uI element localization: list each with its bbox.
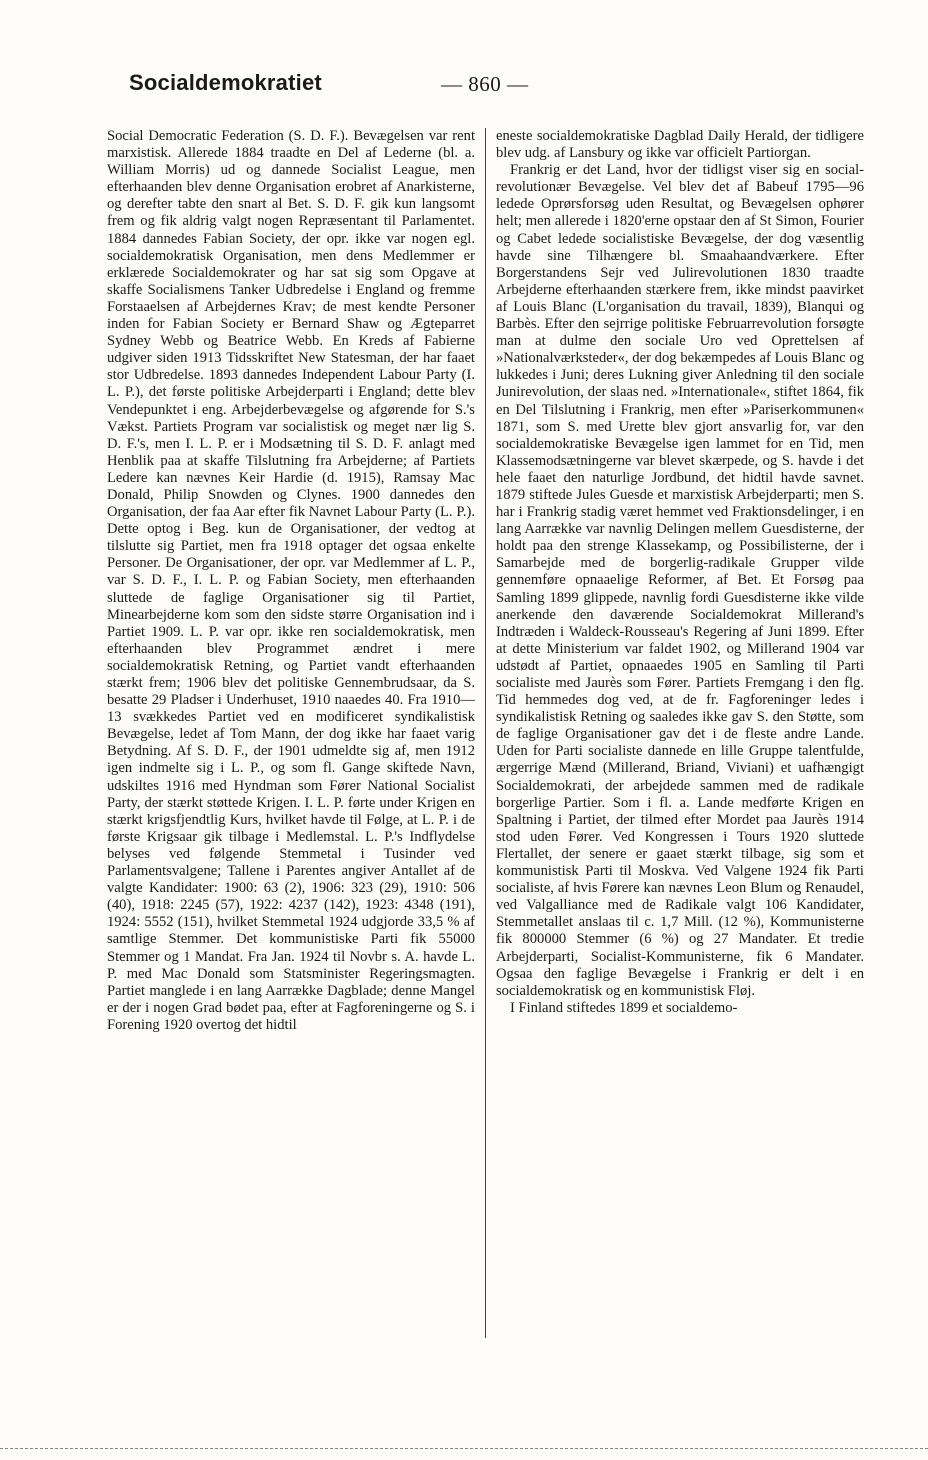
bottom-edge-rule [0, 1448, 928, 1449]
page-number: — 860 — [441, 72, 529, 96]
right-paragraph-3: I Finland stiftedes 1899 et socialdemo- [510, 999, 738, 1016]
right-column [496, 128, 864, 1017]
page-header [129, 70, 859, 110]
column-divider [485, 128, 486, 1338]
right-paragraph-1: eneste socialdemokratiske Dagblad Daily Herald, der tidligere blev udg. af Lansbury og ikke var officielt Partiorgan. [496, 128, 864, 162]
right-paragraph-2: Frankrig er det Land, hvor der tidligst viser sig en social-revolutionær Bevægelse. Vel blev det af Babeuf 1795—96 ledede Oprørsforsøg uden Resultat, og Bevægelsen ophører helt; men allerede i 1820'erne opstaar den af St Simon, Fourier og Cabet ledede socialistiske Bevægelse, der dog væsentlig havde sine Tilhængere bl. Smaahaandværkere. Efter Borgerstandens Sejr ved Julirevolutionen 1830 traadte Arbejderne efterhaanden stærkere frem, ikke mindst paavirket af Louis Blanc (L'organisation du travail, 1839), Blanqui og Barbès. Efter den sejrrige politiske Februarrevolution forsøgte man at dulme den sociale Uro ved Oprettelsen af »Nationalværksteder«, der dog bekæmpedes af Louis Blanc og lukkedes i Juni; deres Lukning giver Anledning til den sociale Junirevolution, der slaas ned. »Internationale«, stiftet 1864, fik en Del Tilslutning i Frankrig, men efter »Pariserkommunen« 1871, som S. med Urette blev gjort ansvarlig for, var den socialdemokratiske Bevægelse igen lammet for en Tid, men Klassemodsætningerne var blevet skærpede, og S. havde i det hele faaet den naturlige Jordbund, det hidtil havde savnet. 1879 stiftede Jules Guesde et marxistisk Arbejderparti; men S. har i Frankrig stadig været hemmet ved Fraktionsdelinger, i en lang Aarrække var navnlig Delingen mellem Guesdisterne, der holdt paa den strenge Klassekamp, og Possibilisterne, der i Samarbejde med de borgerlig-radikale Grupper vilde gennemføre opnaaelige Reformer, af Bet. Et Forsøg paa Samling 1899 glippede, navnlig fordi Guesdisterne ikke vilde anerkende den daværende Socialdemokrat Millerand's Indtræden i Waldeck-Rousseau's Regering af Juni 1899. Efter at dette Ministerium var faldet 1902, og Millerand 1904 var udstødt af Partiet, opnaaedes 1905 en Samling til Parti socialiste med Jaurès som Fører. Partiets Fremgang i den flg. Tid hemmedes dog ved, at de fr. Fagforeninger ledes i syndikalistisk Retning og saaledes ikke gav S. den Støtte, som de faglige Organisationer gav det i de fleste andre Lande. Uden for Parti socialiste dannede en lille Gruppe talentfulde, ærgerrige Mænd (Millerand, Briand, Viviani) et uafhængigt Socialdemokrati, der arbejdede sammen med de radikale borgerlige Partier. Som i fl. a. Lande medførte Krigen en Spaltning i Partiet, der tilmed efter Mordet paa Jaurès 1914 stod uden Fører. Ved Kongressen i Tours 1920 sluttede Flertallet, der senere er gaaet stærkt tilbage, sig som et kommunistisk Parti til Moskva. Ved Valgene 1924 fik Parti socialiste, af hvis Førere kan nævnes Leon Blum og Renaudel, ved Valgalliance med de Radikale valgt 106 Kandidater, Stemmetallet anslaas til c. 1,7 Mill. (12 %), Kommunisterne fik 800000 Stemmer (6 %) og 27 Mandater. Et tredie Arbejderparti, Socialist-Kommunisterne, fik 6 Mandater. Ogsaa den faglige Bevægelse i Frankrig er delt i en socialdemokratisk og en kommunistisk Fløj. [496, 162, 864, 999]
left-paragraph-1: Social Democratic Federation (S. D. F.). Bevægelsen var rent marxistisk. Allerede 1884 traadte en Del af Lederne (bl. a. William Morris) ud og dannede Socialist League, men efterhaanden blev denne Organisation erobret af Anarkisterne, og derefter tabte den snart al Bet. S. D. F. gik kun langsomt frem og fik aldrig valgt nogen Repræsentant til Parlamentet. 1884 dannedes Fabian Society, der opr. ikke var nogen egl. socialdemokratisk Organisation, men dens Medlemmer er erklærede Socialdemokrater og har sat sig som Opgave at skaffe Socialismens Tanker Udbredelse i England og fremme Forstaaelsen af Arbejdernes Krav; de mest kendte Personer inden for Fabian Society er Bernard Shaw og Ægteparret Sydney Webb og Beatrice Webb. En Kreds af Fabierne udgiver siden 1913 Tidsskriftet New Statesman, der har faaet stor Udbredelse. 1893 dannedes Independent Labour Party (I. L. P.), det første politiske Arbejderparti i England; dette blev Vendepunktet i eng. Arbejderbevægelse og afgørende for S.'s Vækst. Partiets Program var socialistisk og meget nær lig S. D. F.'s, men I. L. P. er i Modsætning til S. D. F. anlagt med Henblik paa at skaffe Tilslutning fra Arbejderne; af Partiets Ledere kan nævnes Keir Hardie (d. 1915), Ramsay Mac Donald, Philip Snowden og Clynes. 1900 dannedes den Organisation, der faa Aar efter fik Navnet Labour Party (L. P.). Dette optog i Beg. kun de Organisationer, der vedtog at tilslutte sig Partiet, men fra 1918 optager det ogsaa enkelte Personer. De Organisationer, der opr. var Medlemmer af L. P., var S. D. F., I. L. P. og Fabian Society, men efterhaanden sluttede de faglige Organisationer sig til Partiet, Minearbejderne kom som den sidste større Organisation ind i Partiet 1909. L. P. var opr. ikke ren socialdemokratisk, men efterhaanden blev Programmet ændret i mere socialdemokratisk Retning, og Partiet vandt efterhaanden stærkt frem; 1906 blev det politiske Gennembrudsaar, da S. besatte 29 Pladser i Underhuset, 1910 naaedes 40. Fra 1910—13 svækkedes Partiet ved en modificeret syndikalistisk Bevægelse, ledet af Tom Mann, der dog ikke har faaet varig Betydning. Af S. D. F., der 1901 udmeldte sig af, men 1912 igen indmelte sig i L. P., og som fl. Gange skiftede Navn, udskiltes 1916 med Hyndman som Fører National Socialist Party, der stærkt støttede Krigen. I. L. P. førte under Krigen en stærkt krigsfjendtlig Kurs, hvilket havde til Følge, at L. P. i de første Krigsaar gik tilbage i Medlemstal. L. P.'s Indflydelse belyses ved følgende Stemmetal i Tusinder ved Parlamentsvalgene; Tallene i Parentes angiver Antallet af de valgte Kandidater: 1900: 63 (2), 1906: 323 (29), 1910: 506 (40), 1918: 2245 (57), 1922: 4237 (142), 1923: 4348 (191), 1924: 5552 (151), hvilket Stemmetal 1924 udgjorde 33,5 % af samtlige Stemmer. Det kommunistiske Parti fik 55000 Stemmer og 1 Mandat. Fra Jan. 1924 til Novbr s. A. havde L. P. med Mac Donald som Statsminister Regeringsmagten. Partiet manglede i en lang Aarrække Dagblade; denne Mangel er der i nogen Grad bødet paa, efter at Fagforeningerne og S. i Forening 1920 overtog det hidtil [107, 128, 475, 1033]
running-head-title: Socialdemokratiet [129, 70, 322, 95]
left-column [107, 128, 475, 1034]
